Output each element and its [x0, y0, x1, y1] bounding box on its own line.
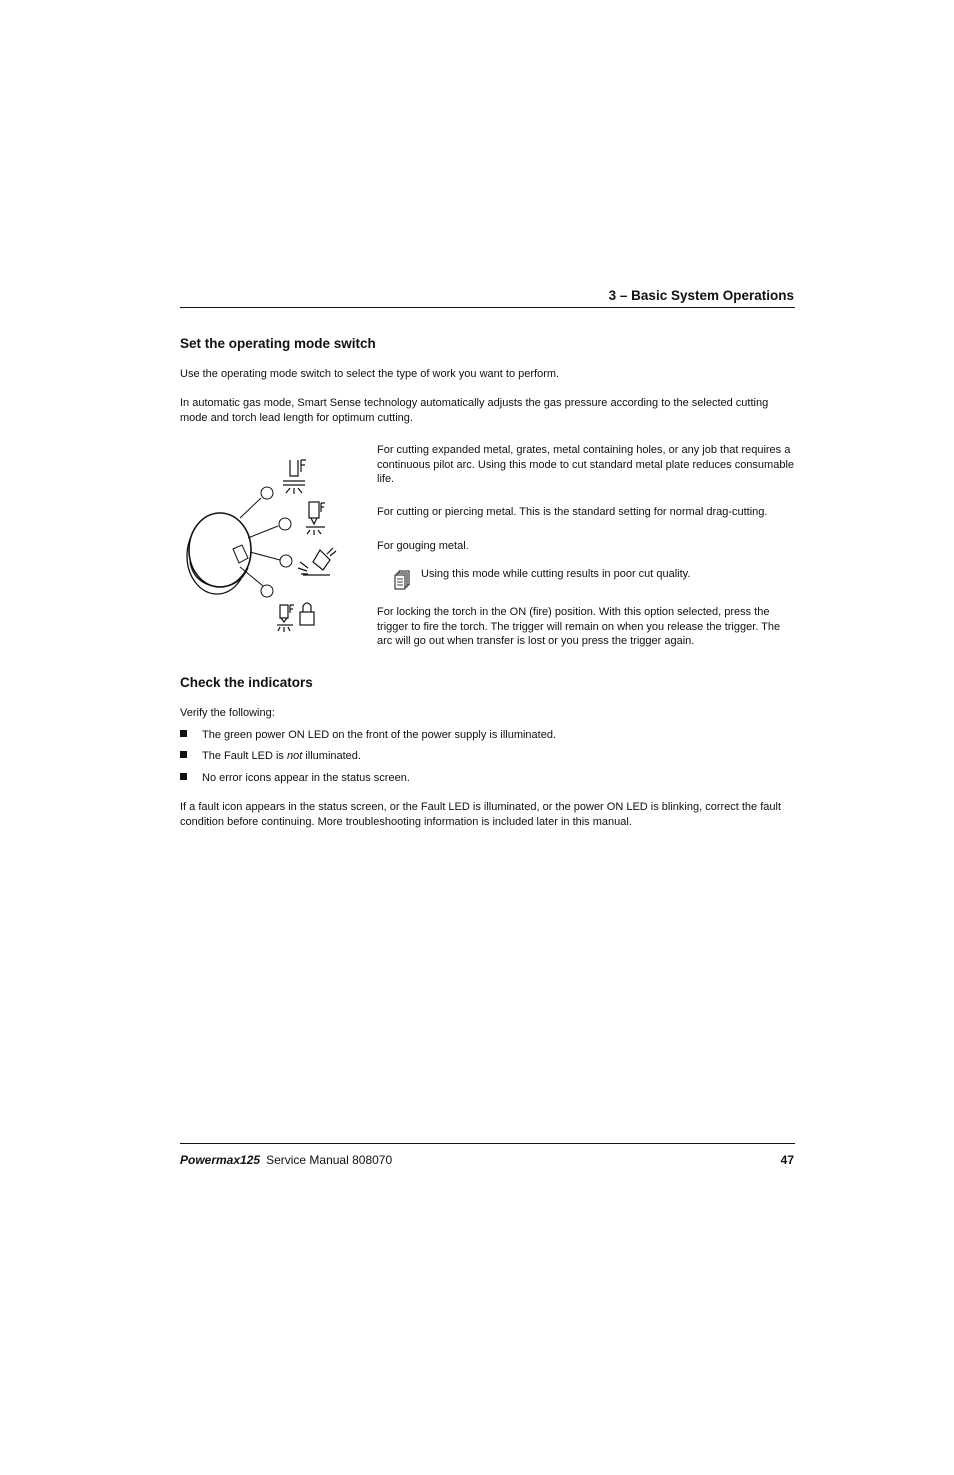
- bullet-square-icon: [180, 773, 187, 780]
- list-item: The Fault LED is not illuminated.: [180, 749, 361, 764]
- bullet-square-icon: [180, 730, 187, 737]
- position-marker-4: [261, 585, 273, 597]
- drag-cutting-mode-icon: [306, 502, 325, 535]
- note-text: Using this mode while cutting results in poor cut quality.: [421, 568, 691, 580]
- section-title-check-indicators: Check the indicators: [180, 675, 313, 690]
- page-number: 47: [780, 1153, 794, 1167]
- footer-rule: [180, 1143, 795, 1144]
- gouging-mode-icon: [298, 548, 336, 575]
- list-item: No error icons appear in the status screen.: [180, 771, 410, 786]
- auto-gas-paragraph: In automatic gas mode, Smart Sense technology automatically adjusts the gas pressure according to the selected cutting mode and torch lead length for optimum cutting.: [180, 397, 769, 424]
- intro-paragraph: Use the operating mode switch to select the type of work you want to perform.: [180, 368, 560, 380]
- chapter-title: 3 – Basic System Operations: [608, 288, 794, 303]
- position-marker-3: [280, 555, 292, 567]
- expanded-metal-mode-icon: [283, 460, 306, 494]
- position-marker-2: [279, 518, 291, 530]
- section-title-operating-mode: Set the operating mode switch: [180, 336, 376, 351]
- mode-description-expanded-metal: For cutting expanded metal, grates, metal containing holes, or any job that requires a continuous pilot arc. Using this mode to cut standard metal plate reduces consumable life.: [377, 444, 795, 486]
- mode-description-torch-lock: For locking the torch in the ON (fire) position. With this option selected, press the trigger to fire the torch. The trigger will remain on when you release the trigger. The arc will go out when transfer is lost or you press the trigger again.: [377, 606, 781, 648]
- torch-lock-mode-icon: [277, 603, 314, 632]
- note-pages-icon: [392, 570, 412, 592]
- operating-mode-switch-illustration: [180, 450, 350, 635]
- header-rule: [180, 307, 795, 308]
- footer-manual-info: [180, 1153, 392, 1167]
- mode-description-drag-cutting: For cutting or piercing metal. This is the standard setting for normal drag-cutting.: [377, 506, 768, 518]
- closing-paragraph: If a fault icon appears in the status screen, or the Fault LED is illuminated, or the power ON LED is blinking, correct the fault condition before continuing. More troubleshooting information is included later in this manual.: [180, 801, 782, 828]
- position-marker-1: [261, 487, 273, 499]
- product-brand: Powermax125: [180, 1153, 261, 1167]
- verify-paragraph: Verify the following:: [180, 707, 275, 719]
- bullet-square-icon: [180, 751, 187, 758]
- mode-knob: [187, 513, 251, 594]
- mode-description-gouging: For gouging metal.: [377, 540, 469, 552]
- list-item: The green power ON LED on the front of the power supply is illuminated.: [180, 728, 556, 743]
- manual-name: Service Manual 808070: [266, 1153, 393, 1167]
